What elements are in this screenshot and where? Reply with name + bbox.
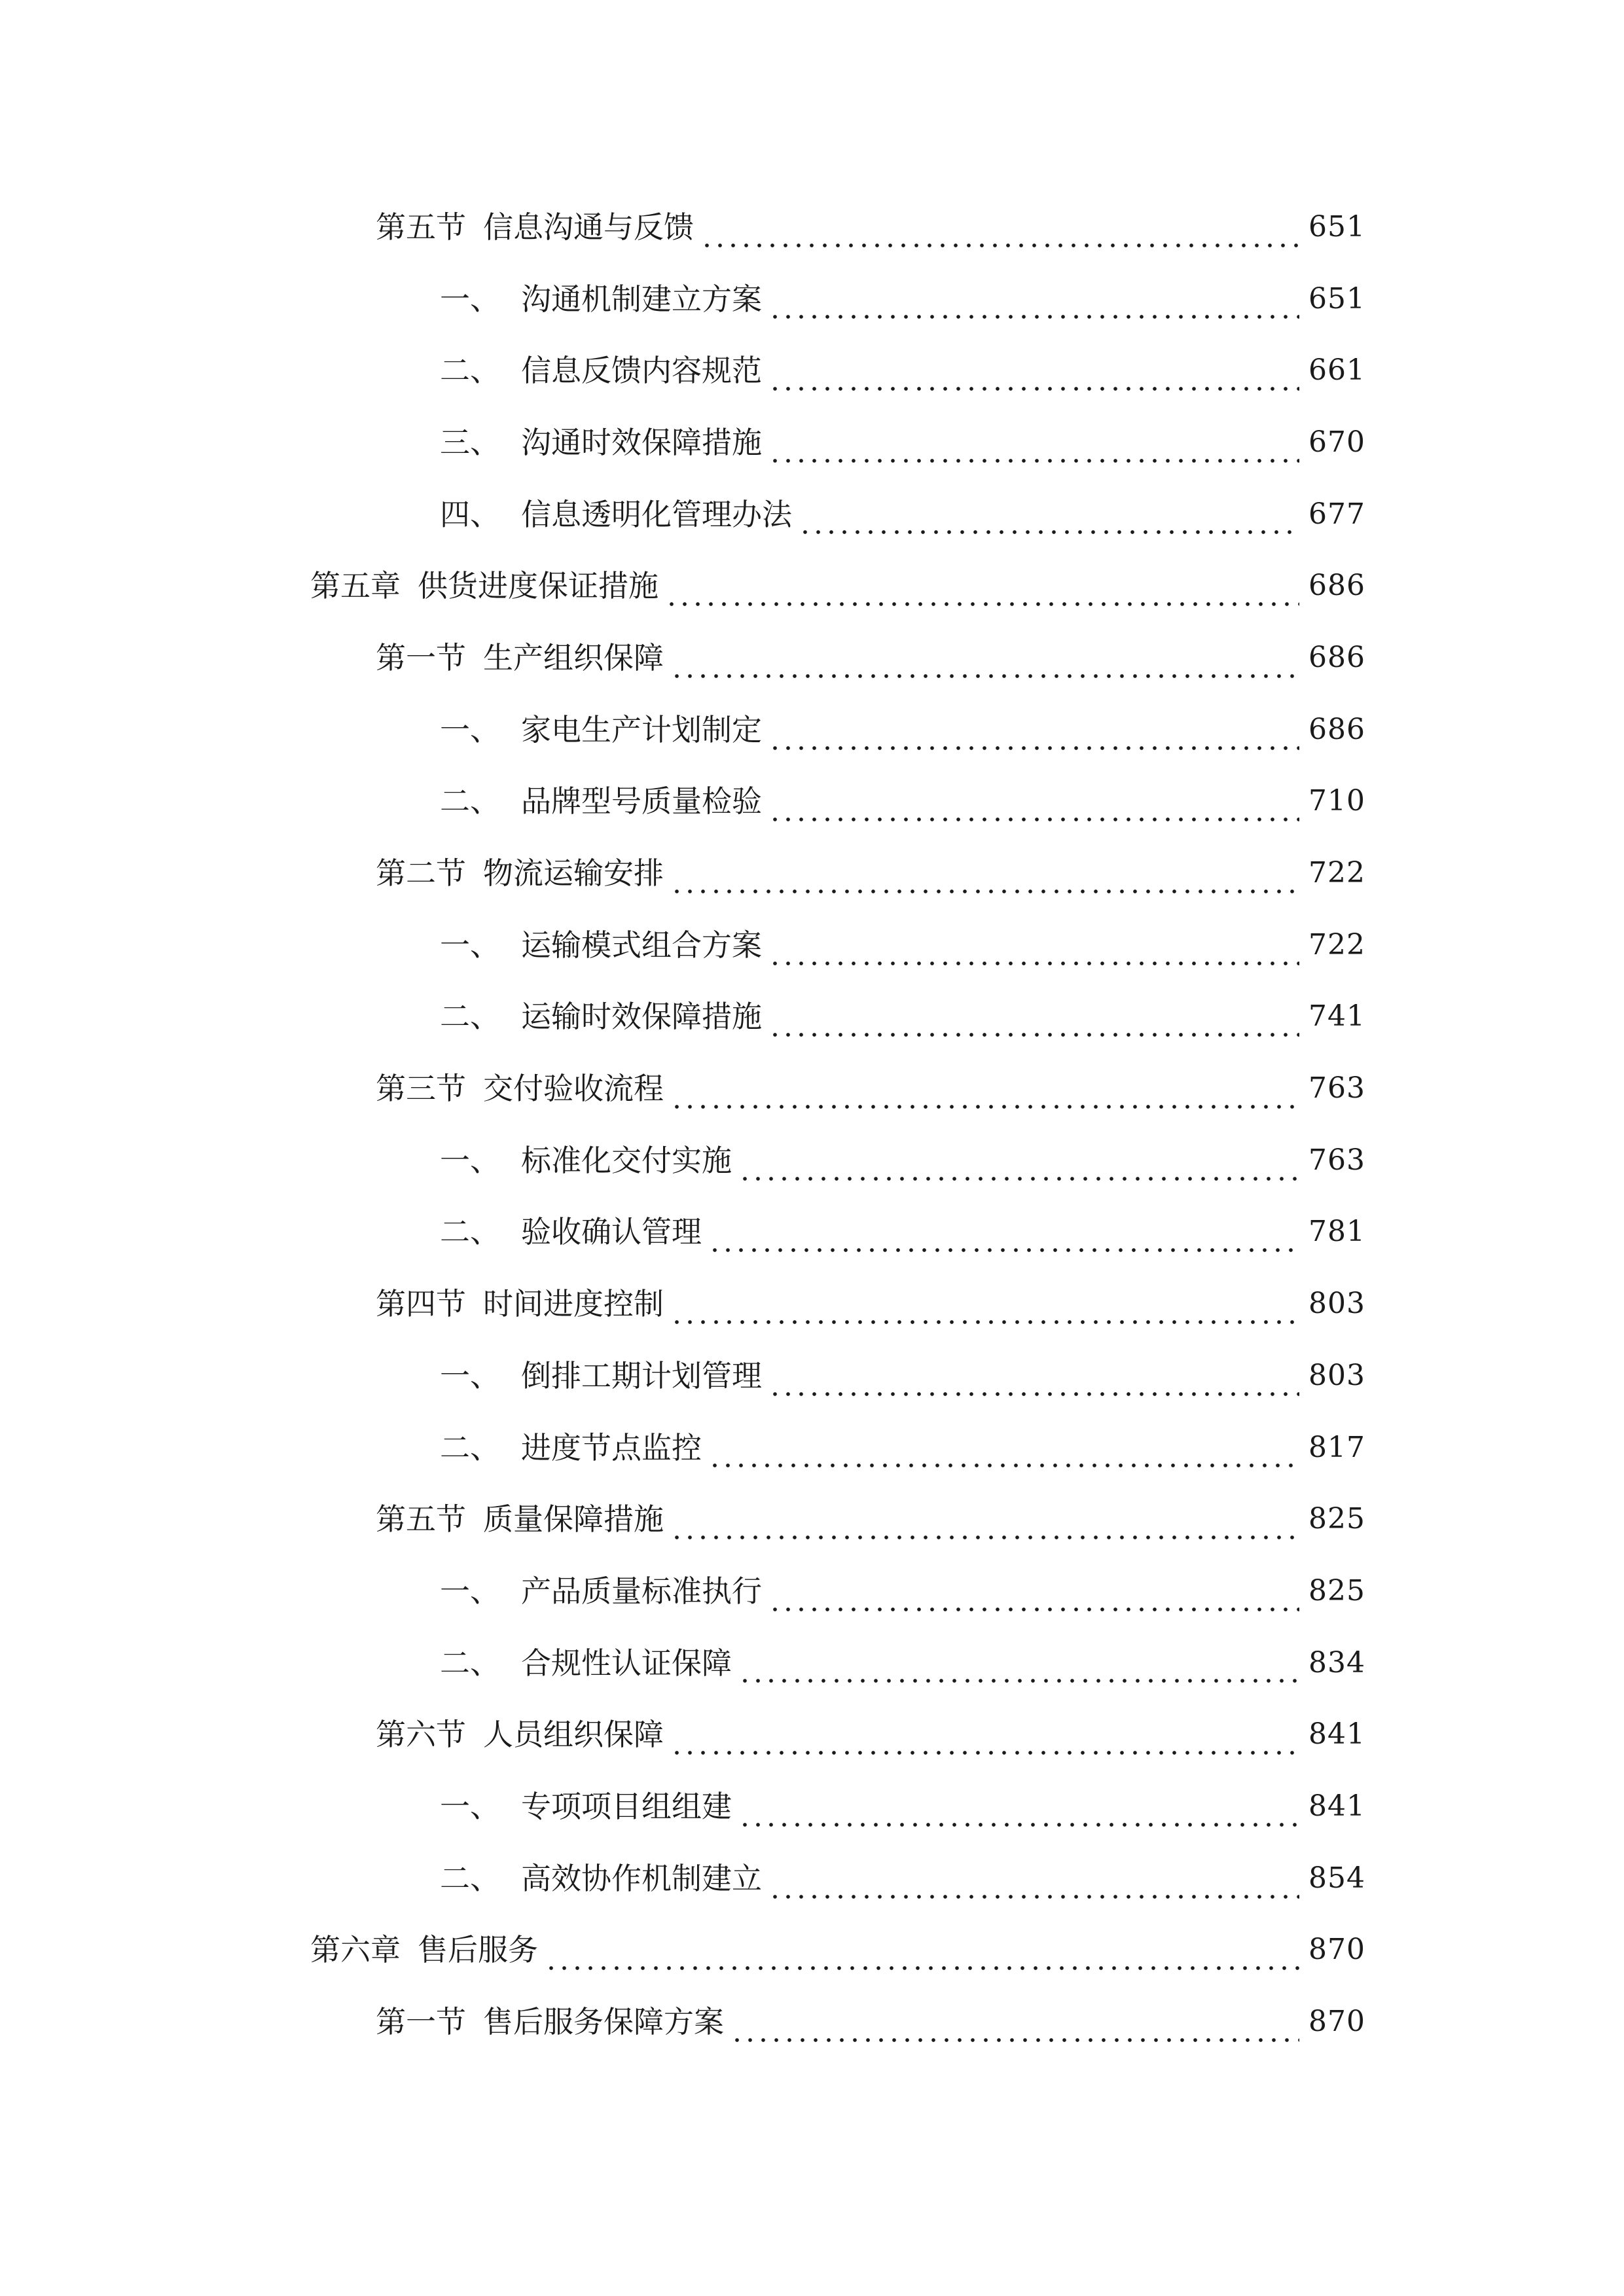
toc-entry-number: 一、 <box>440 927 500 963</box>
toc-entry-title: 沟通机制建立方案 <box>521 281 762 317</box>
toc-entry[interactable] <box>0 1914 1624 1986</box>
toc-entry-title: 售后服务 <box>418 1932 538 1968</box>
toc-entry-page-number: 670 <box>1308 425 1365 459</box>
toc-entry-page-number: 661 <box>1308 353 1365 387</box>
toc-entry-number: 一、 <box>440 1142 500 1178</box>
toc-entry-page-number: 841 <box>1308 1789 1365 1823</box>
toc-entry-title: 倒排工期计划管理 <box>521 1357 762 1393</box>
dot-leader <box>738 1807 1299 1842</box>
dot-leader <box>768 1879 1299 1914</box>
toc-entry-title: 交付验收流程 <box>483 1071 664 1107</box>
toc-entry[interactable] <box>0 1842 1624 1914</box>
toc-entry-number: 二、 <box>440 1429 500 1465</box>
toc-entry[interactable] <box>0 1627 1624 1699</box>
toc-entry-title: 品牌型号质量检验 <box>521 783 762 819</box>
toc-entry[interactable] <box>0 622 1624 694</box>
toc-entry[interactable] <box>0 1196 1624 1268</box>
dot-leader <box>731 2022 1299 2058</box>
toc-entry-page-number: 854 <box>1308 1861 1365 1895</box>
toc-entry-title: 人员组织保障 <box>483 1717 664 1753</box>
toc-entry-number: 一、 <box>440 1573 500 1609</box>
toc-entry-page-number: 817 <box>1308 1430 1365 1464</box>
toc-entry-number: 第五章 <box>310 568 401 604</box>
toc-entry-title: 质量保障措施 <box>483 1501 664 1537</box>
toc-entry-page-number: 686 <box>1308 569 1365 603</box>
toc-entry[interactable] <box>0 909 1624 981</box>
toc-entry[interactable] <box>0 1340 1624 1412</box>
dot-leader <box>768 946 1299 981</box>
toc-entry-number: 四、 <box>440 496 500 532</box>
toc-entry-title: 供货进度保证措施 <box>418 568 659 604</box>
dot-leader <box>670 1304 1299 1340</box>
dot-leader <box>700 228 1299 263</box>
toc-entry-page-number: 651 <box>1308 209 1365 243</box>
dot-leader <box>670 1089 1299 1124</box>
toc-entry-page-number: 722 <box>1308 856 1365 890</box>
toc-entry[interactable] <box>0 1986 1624 2058</box>
toc-entry-title: 信息沟通与反馈 <box>483 209 694 245</box>
dot-leader <box>738 1161 1299 1196</box>
toc-entry-title: 信息透明化管理办法 <box>521 496 792 532</box>
toc-entry-number: 第二节 <box>376 855 466 891</box>
toc-entry-title: 家电生产计划制定 <box>521 711 762 747</box>
toc-entry[interactable] <box>0 1770 1624 1842</box>
toc-entry-page-number: 781 <box>1308 1215 1365 1249</box>
toc-entry-number: 一、 <box>440 1357 500 1393</box>
toc-entry-title: 高效协作机制建立 <box>521 1860 762 1896</box>
dot-leader <box>670 874 1299 909</box>
toc-entry-title: 产品质量标准执行 <box>521 1573 762 1609</box>
toc-entry-title: 验收确认管理 <box>521 1214 702 1250</box>
toc-entry-page-number: 763 <box>1308 1143 1365 1177</box>
toc-entry-title: 信息反馈内容规范 <box>521 353 762 389</box>
dot-leader <box>708 1232 1299 1268</box>
dot-leader <box>768 443 1299 478</box>
dot-leader <box>738 1663 1299 1698</box>
toc-entry-page-number: 677 <box>1308 497 1365 531</box>
toc-entry-number: 第五节 <box>376 1501 466 1537</box>
toc-entry-title: 标准化交付实施 <box>521 1142 732 1178</box>
toc-entry-page-number: 803 <box>1308 1358 1365 1392</box>
toc-entry-title: 售后服务保障方案 <box>483 2004 724 2040</box>
dot-leader <box>768 1376 1299 1412</box>
toc-entry[interactable] <box>0 1698 1624 1770</box>
toc-entry-title: 合规性认证保障 <box>521 1645 732 1681</box>
toc-entry-number: 二、 <box>440 353 500 389</box>
toc-entry-title: 专项项目组组建 <box>521 1788 732 1824</box>
toc-entry[interactable] <box>0 263 1624 335</box>
toc-entry-page-number: 834 <box>1308 1645 1365 1679</box>
toc-entry[interactable] <box>0 334 1624 406</box>
toc-entry-number: 一、 <box>440 281 500 317</box>
toc-entry-page-number: 710 <box>1308 784 1365 818</box>
dot-leader <box>545 1950 1299 1986</box>
toc-entry[interactable] <box>0 766 1624 838</box>
toc-entry[interactable] <box>0 981 1624 1053</box>
toc-entry-page-number: 651 <box>1308 281 1365 315</box>
toc-entry[interactable] <box>0 1268 1624 1340</box>
dot-leader <box>799 514 1299 550</box>
toc-entry-page-number: 722 <box>1308 927 1365 961</box>
dot-leader <box>670 658 1299 694</box>
toc-entry-page-number: 686 <box>1308 640 1365 674</box>
toc-entry-page-number: 841 <box>1308 1717 1365 1751</box>
toc-entry-title: 沟通时效保障措施 <box>521 424 762 460</box>
toc-entry[interactable] <box>0 406 1624 478</box>
toc-entry[interactable] <box>0 1124 1624 1196</box>
toc-entry-number: 第六章 <box>310 1932 401 1968</box>
toc-entry-page-number: 870 <box>1308 2005 1365 2039</box>
toc-entry-number: 二、 <box>440 1214 500 1250</box>
toc-entry-title: 生产组织保障 <box>483 639 664 675</box>
toc-entry-title: 时间进度控制 <box>483 1286 664 1322</box>
toc-entry[interactable] <box>0 550 1624 622</box>
toc-entry[interactable] <box>0 191 1624 263</box>
toc-entry-number: 一、 <box>440 711 500 747</box>
toc-entry-title: 进度节点监控 <box>521 1429 702 1465</box>
toc-entry-page-number: 825 <box>1308 1573 1365 1607</box>
toc-entry[interactable] <box>0 478 1624 550</box>
toc-entry-number: 第五节 <box>376 209 466 245</box>
toc-entry-title: 运输时效保障措施 <box>521 999 762 1035</box>
toc-entry-page-number: 825 <box>1308 1502 1365 1536</box>
toc-entry-page-number: 763 <box>1308 1071 1365 1105</box>
dot-leader <box>708 1448 1299 1483</box>
dot-leader <box>768 730 1299 766</box>
dot-leader <box>670 1735 1299 1770</box>
toc-entry-page-number: 686 <box>1308 712 1365 746</box>
dot-leader <box>670 1520 1299 1555</box>
table-of-contents <box>0 191 1624 2058</box>
toc-entry-number: 第六节 <box>376 1717 466 1753</box>
toc-entry-number: 第三节 <box>376 1071 466 1107</box>
toc-entry-number: 第一节 <box>376 2004 466 2040</box>
toc-entry-page-number: 803 <box>1308 1287 1365 1321</box>
toc-entry[interactable] <box>0 694 1624 766</box>
toc-entry-page-number: 870 <box>1308 1933 1365 1967</box>
dot-leader <box>665 586 1299 622</box>
toc-entry-number: 二、 <box>440 1645 500 1681</box>
toc-entry-number: 第一节 <box>376 639 466 675</box>
toc-entry[interactable] <box>0 1483 1624 1555</box>
toc-entry[interactable] <box>0 1555 1624 1627</box>
toc-entry-number: 一、 <box>440 1788 500 1824</box>
toc-entry-number: 三、 <box>440 424 500 460</box>
dot-leader <box>768 299 1299 334</box>
toc-entry[interactable] <box>0 1412 1624 1484</box>
toc-entry-page-number: 741 <box>1308 999 1365 1033</box>
toc-entry-number: 二、 <box>440 783 500 819</box>
toc-entry-number: 第四节 <box>376 1286 466 1322</box>
dot-leader <box>768 1592 1299 1627</box>
toc-entry-title: 物流运输安排 <box>483 855 664 891</box>
toc-entry[interactable] <box>0 837 1624 909</box>
dot-leader <box>768 802 1299 837</box>
toc-entry-number: 二、 <box>440 1860 500 1896</box>
toc-entry-number: 二、 <box>440 999 500 1035</box>
toc-entry-title: 运输模式组合方案 <box>521 927 762 963</box>
dot-leader <box>768 1017 1299 1052</box>
toc-entry[interactable] <box>0 1052 1624 1124</box>
dot-leader <box>768 371 1299 406</box>
